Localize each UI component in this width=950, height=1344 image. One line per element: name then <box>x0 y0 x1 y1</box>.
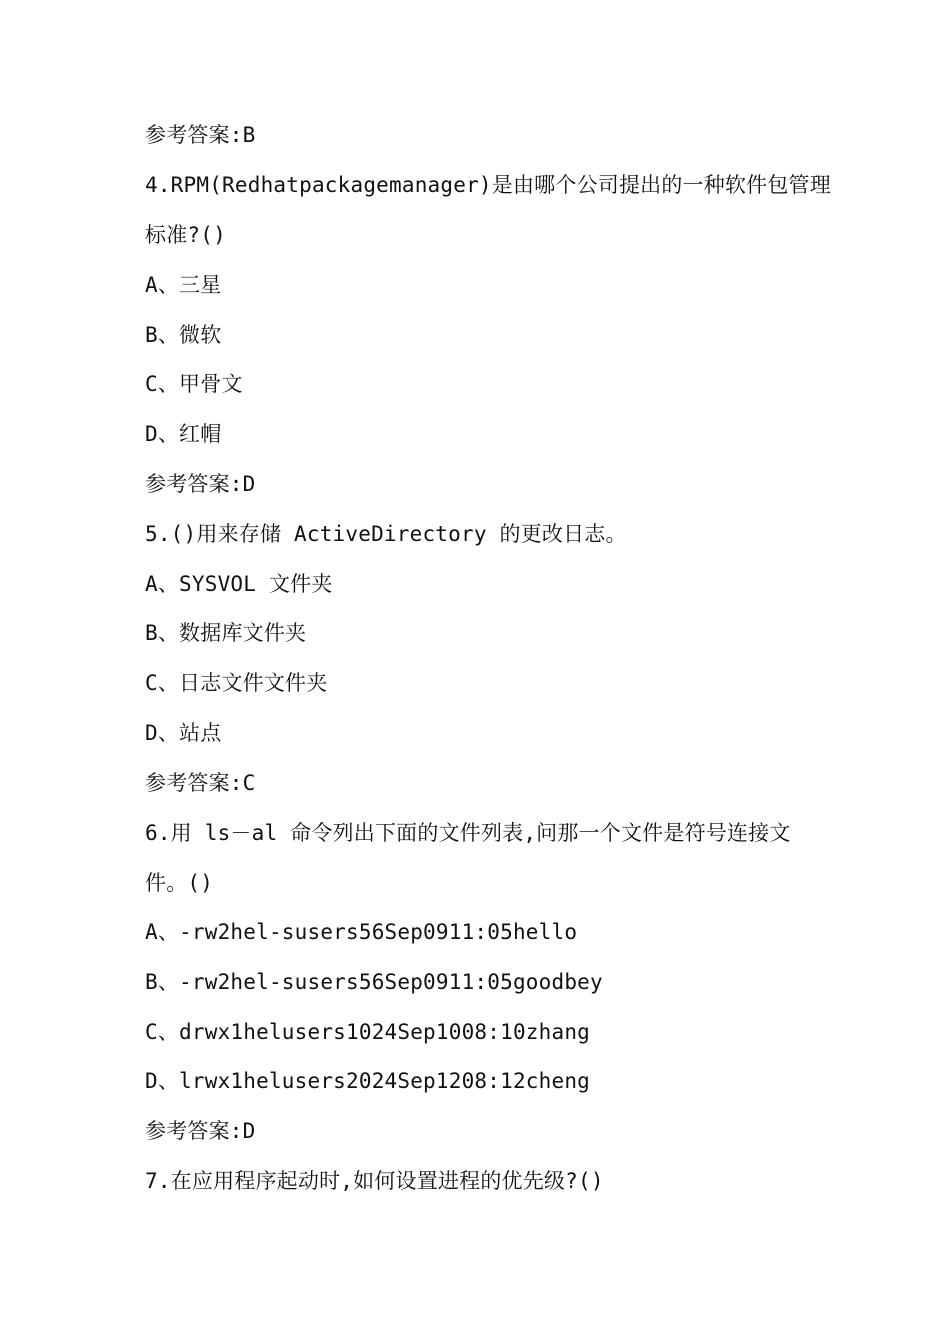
question-7-text: 7.在应用程序起动时,如何设置进程的优先级?() <box>145 1169 604 1193</box>
answer-key-q6: 参考答案:D <box>145 1119 256 1143</box>
q6-option-d: D、lrwx1helusers2024Sep1208:12cheng <box>145 1069 591 1093</box>
question-5-text: 5.()用来存储 ActiveDirectory 的更改日志。 <box>145 522 627 546</box>
q5-option-c: C、日志文件文件夹 <box>145 671 328 695</box>
q6-option-b: B、-rw2hel-susers56Sep0911:05goodbey <box>145 970 603 994</box>
question-4-text: 4.RPM(Redhatpackagemanager)是由哪个公司提出的一种软件包管理 <box>145 173 831 197</box>
q4-option-d: D、红帽 <box>145 422 222 446</box>
q5-option-b: B、数据库文件夹 <box>145 621 307 645</box>
question-4-text-cont: 标准?() <box>145 223 226 247</box>
q6-option-c: C、drwx1helusers1024Sep1008:10zhang <box>145 1020 591 1044</box>
q4-option-c: C、甲骨文 <box>145 372 243 396</box>
question-6-text: 6.用 ls－al 命令列出下面的文件列表,问那一个文件是符号连接文 <box>145 821 791 845</box>
q5-option-a: A、SYSVOL 文件夹 <box>145 572 333 596</box>
question-6-text-cont: 件。() <box>145 871 214 895</box>
q6-option-a: A、-rw2hel-susers56Sep0911:05hello <box>145 920 578 944</box>
q4-option-b: B、微软 <box>145 323 222 347</box>
answer-key-q4: 参考答案:D <box>145 472 256 496</box>
answer-key-q5: 参考答案:C <box>145 771 256 795</box>
q5-option-d: D、站点 <box>145 721 222 745</box>
answer-key-q3: 参考答案:B <box>145 123 256 147</box>
q4-option-a: A、三星 <box>145 273 222 297</box>
